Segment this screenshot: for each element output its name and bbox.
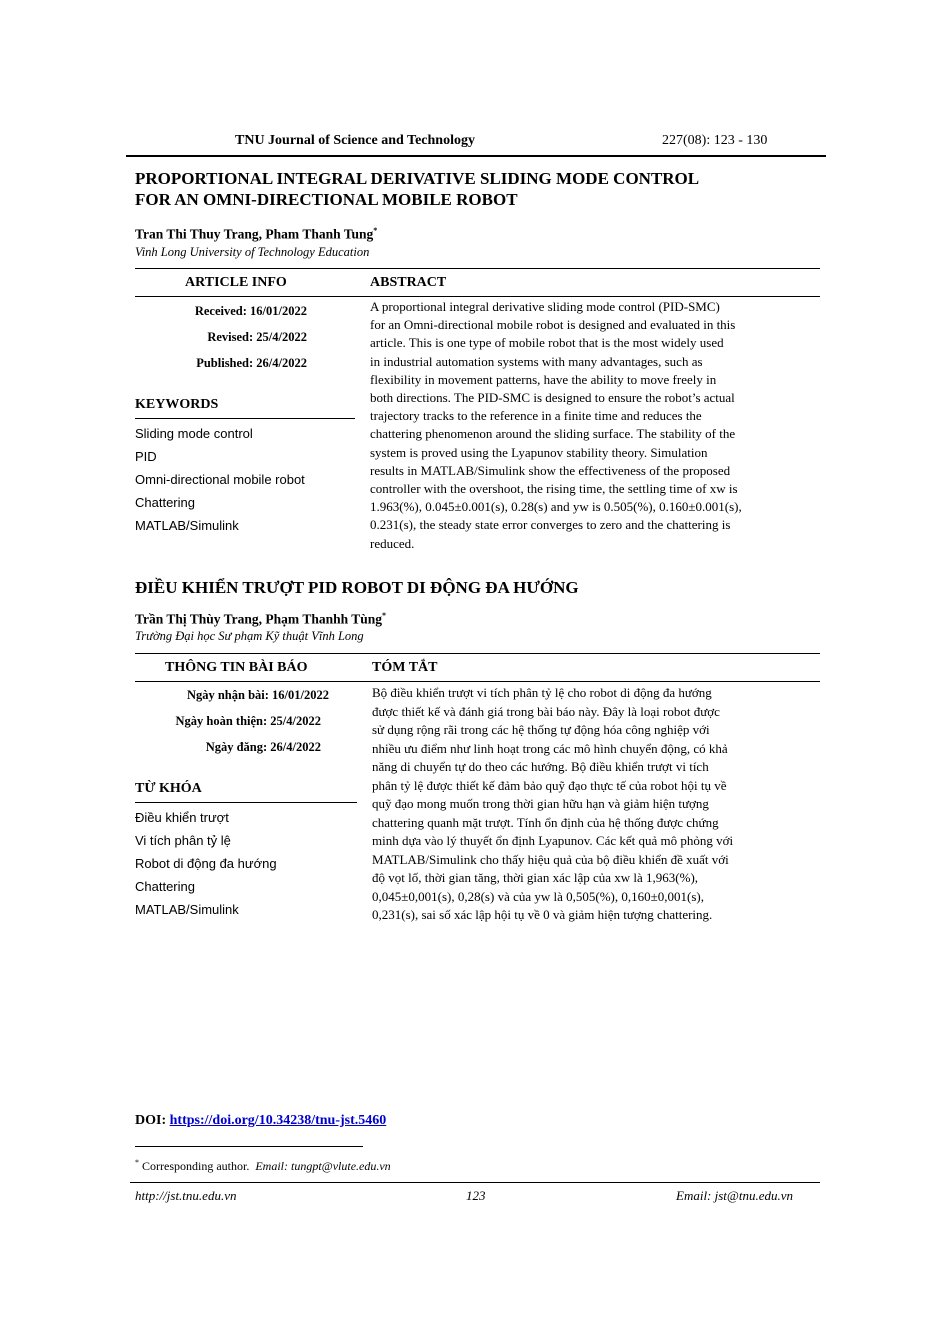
vn-revised-date: Ngày hoàn thiện: 25/4/2022 [175, 714, 321, 728]
affiliation: Vinh Long University of Technology Education [135, 245, 370, 259]
authors [135, 226, 377, 243]
published-date: Published: 26/4/2022 [196, 356, 307, 370]
abstract-line: in industrial automation systems with many advantages, such as [370, 353, 703, 369]
vn-affiliation: Trường Đại học Sư phạm Kỹ thuật Vĩnh Long [135, 629, 364, 643]
author-names: Tran Thi Thuy Trang, Pham Thanh Tung [135, 226, 374, 242]
vn-abstract-line: 0,231(s), sai số xác lập hội tụ về 0 và giảm hiện tượng chattering. [372, 907, 713, 922]
vn-abstract-line: quỹ đạo mong muốn trong thời gian hữu hạn và giảm hiện tượng [372, 796, 709, 811]
journal-name: TNU Journal of Science and Technology [235, 133, 475, 148]
vn-abstract-heading: TÓM TẮT [372, 660, 438, 675]
vn-published-date: Ngày đăng: 26/4/2022 [205, 740, 321, 754]
vn-abstract-line: nhiều ưu điểm như linh hoạt trong các mô hình chuyển động, có khả [372, 740, 728, 756]
info-mid-rule [135, 296, 820, 297]
abstract-line: flexibility in movement patterns, have the ability to move freely in [370, 371, 717, 387]
vn-info-top-rule [135, 653, 820, 654]
vn-keyword: Robot di động đa hướng [135, 856, 277, 871]
abstract-line: A proportional integral derivative sliding mode control (PID-SMC) [370, 299, 720, 314]
vn-keyword: Điều khiển trượt [135, 810, 229, 825]
vn-authors [135, 611, 386, 628]
vn-abstract-line: năng di chuyển tự do theo các hướng. Bộ điều khiển trượt vi tích [372, 759, 709, 774]
vn-received-date: Ngày nhận bài: 16/01/2022 [186, 688, 329, 702]
abstract-line: 1.963(%), 0.045±0.001(s), 0.28(s) and yw is 0.505(%), 0.160±0.001(s), [370, 499, 742, 515]
received-date: Received: 16/01/2022 [194, 304, 307, 318]
abstract-line: 0.231(s), the steady state error converges to zero and the chattering is [370, 517, 731, 533]
footnote-email[interactable]: tungpt@vlute.edu.vn [291, 1159, 391, 1173]
footnote [135, 1158, 391, 1174]
vn-abstract-line: 0,045±0,001(s), 0,28(s) và của yw là 0,505(%), 0,160±0,001(s), [372, 888, 704, 904]
vn-abstract-line: Bộ điều khiển trượt vi tích phân tỷ lệ cho robot di động đa hướng [372, 685, 712, 700]
vn-keyword: Vi tích phân tỷ lệ [135, 833, 231, 848]
abstract-heading: ABSTRACT [370, 275, 447, 290]
vn-author-names: Trần Thị Thùy Trang, Phạm Thanhh Tùng [135, 611, 383, 627]
vn-abstract-text [372, 684, 816, 925]
vn-keyword: Chattering [135, 879, 195, 894]
vn-abstract-line: độ vọt lố, thời gian tăng, thời gian xác lập của xw là 1,963(%), [372, 870, 699, 885]
abstract-line: results in MATLAB/Simulink show the effectiveness of the proposed [370, 462, 731, 478]
article-info-heading: ARTICLE INFO [185, 275, 287, 290]
keywords-heading: KEYWORDS [135, 397, 219, 412]
title-line-2: FOR AN OMNI-DIRECTIONAL MOBILE ROBOT [135, 190, 518, 209]
abstract-line: both directions. The PID-SMC is designed to ensure the robot’s actual [370, 390, 735, 406]
vn-abstract-line: sử dụng rộng rãi trong các hệ thống tự động hóa công nghiệp với [372, 722, 710, 737]
vn-keywords-rule [135, 802, 357, 803]
abstract-line: system is proved using the Lyapunov stability theory. Simulation [370, 444, 708, 460]
abstract-line: for an Omni-directional mobile robot is designed and evaluated in this [370, 317, 736, 333]
vn-abstract-line: phân tỷ lệ được thiết kế đảm bảo quỹ đạo thực tế của robot hội tụ về [372, 777, 727, 793]
footnote-rule [135, 1146, 363, 1147]
article-title [135, 168, 825, 210]
vn-abstract-line: chattering quanh mặt trượt. Tính ổn định của hệ thống được chứng [372, 814, 719, 830]
vn-abstract-line: được thiết kế và đánh giá trong bài báo này. Đây là loại robot được [372, 703, 720, 719]
footnote-email-label: Email: [255, 1159, 288, 1173]
keyword: Sliding mode control [135, 426, 253, 441]
footer-website[interactable]: http://jst.tnu.edu.vn [135, 1188, 237, 1203]
header-rule [126, 155, 826, 157]
vn-abstract-line: minh dựa vào lý thuyết ổn định Lyapunov. Các kết quả mô phỏng với [372, 833, 734, 848]
vn-keywords-heading: TỪ KHÓA [135, 781, 202, 796]
keyword: MATLAB/Simulink [135, 518, 239, 533]
doi-label: DOI: [135, 1113, 167, 1128]
footer-rule [130, 1182, 820, 1183]
title-line-1: PROPORTIONAL INTEGRAL DERIVATIVE SLIDING MODE CONTROL [135, 169, 700, 188]
keyword: Chattering [135, 495, 195, 510]
abstract-text [370, 298, 816, 553]
footnote-mark: * [135, 1158, 139, 1167]
keyword: PID [135, 449, 157, 464]
abstract-line: trajectory tracks to the reference in a finite time and reduces the [370, 408, 702, 424]
vn-author-mark: * [382, 611, 387, 620]
page-number: 123 [466, 1188, 486, 1203]
vn-title: ĐIỀU KHIỂN TRƯỢT PID ROBOT DI ĐỘNG ĐA HƯỚNG [135, 578, 579, 597]
vn-info-mid-rule [135, 681, 820, 682]
abstract-line: article. This is one type of mobile robot that is the most widely used [370, 335, 724, 351]
keyword: Omni-directional mobile robot [135, 472, 305, 487]
doi-link[interactable]: https://doi.org/10.34238/tnu-jst.5460 [169, 1113, 387, 1128]
abstract-line: controller with the overshoot, the rising time, the settling time of xw is [370, 481, 738, 497]
abstract-line: reduced. [370, 535, 415, 551]
vn-article-info-heading: THÔNG TIN BÀI BÁO [165, 660, 308, 675]
vn-keyword: MATLAB/Simulink [135, 902, 239, 917]
footnote-text: Corresponding author. [142, 1159, 250, 1173]
vn-abstract-line: MATLAB/Simulink cho thấy hiệu quả của bộ điều khiển đề xuất với [372, 851, 729, 867]
footer-email[interactable]: Email: jst@tnu.edu.vn [676, 1188, 794, 1203]
author-mark: * [373, 226, 378, 235]
revised-date: Revised: 25/4/2022 [207, 330, 307, 344]
doi [135, 1113, 386, 1129]
info-top-rule [135, 268, 820, 269]
issue-info: 227(08): 123 - 130 [662, 133, 768, 148]
keywords-rule [135, 418, 355, 419]
abstract-line: chattering phenomenon around the sliding surface. The stability of the [370, 426, 736, 442]
